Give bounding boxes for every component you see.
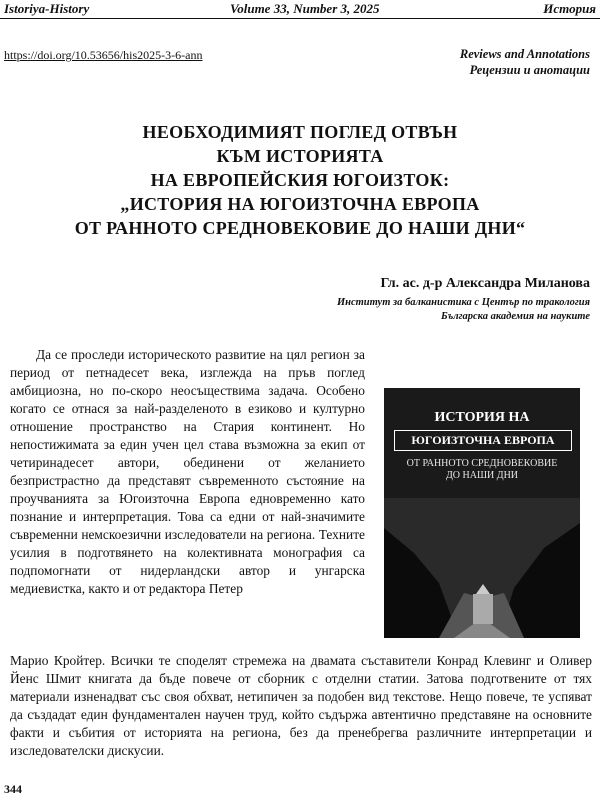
title-line: НЕОБХОДИМИЯТ ПОГЛЕД ОТВЪН: [142, 122, 458, 142]
title-line: „ИСТОРИЯ НА ЮГОИЗТОЧНА ЕВРОПА: [120, 194, 480, 214]
section-label-en: Reviews and Annotations: [459, 47, 590, 61]
affiliation-line: Институт за балканистика с Център по тракология: [336, 297, 590, 308]
cover-title-line: ЮГОИЗТОЧНА ЕВРОПА: [394, 430, 572, 451]
body-text-full-width: [10, 652, 592, 760]
body-paragraph: Да се проследи историческото развитие на цял регион за период от петнадесет века, изглежда на пръв поглед амбициозна, но по-скоро неосъществима задача. Особено когато се отнася за най-разделеното в езиково и културно отношение пространство на Стария континент. Но непостижимата за един учен цел става възможна за екип от четиринадесет автори, обединени от желанието безпристрастно да представят съвременното състояние на проучванията за Югоизточна Европа едновременно като познание и интерпретация. Това са едни от най-значимите съвременни немскоезични изследователи на региона. Техните усилия в подготвянето на колективната монография са подпомогнати от нидерландски автор и унгарска медиевистка, както и от редактора Петер: [10, 347, 365, 596]
body-text-column: [10, 346, 365, 598]
article-title: [0, 120, 600, 240]
affiliation-line: Българска академия на науките: [441, 311, 590, 322]
doi-link[interactable]: https://doi.org/10.53656/his2025-3-6-ann: [4, 48, 203, 62]
author-affiliation: [337, 296, 590, 324]
section-label-bg: Рецензии и анотации: [469, 63, 590, 77]
title-line: КЪМ ИСТОРИЯТА: [216, 146, 384, 166]
body-paragraph: Марио Кройтер. Всички те споделят стремежа на двамата съставители Конрад Клевинг и Оливер Йенс Шмит книгата да бъде повече от сборник с отделни статии. Затова подготвените от тях материали изненадват със своя обхват, нетипичен за подобен вид текстове. Нещо повече, те успяват да създадат един фундаментален научен труд, който съдържа автентично представяне на основните факти и събития от историята на региона, без да пренебрегва различните интерпретации и изследователски дискусии.: [10, 653, 592, 758]
book-cover-image: [384, 388, 580, 638]
cover-title-line: ИСТОРИЯ НА: [434, 410, 530, 425]
cover-subtitle-line: ДО НАШИ ДНИ: [445, 470, 519, 481]
journal-name: Istoriya-History: [4, 1, 90, 16]
title-line: ОТ РАННОТО СРЕДНОВЕКОВИЕ ДО НАШИ ДНИ“: [74, 218, 526, 238]
mountain-landscape-illustration: [384, 498, 580, 638]
cover-subtitle-line: ОТ РАННОТО СРЕДНОВЕКОВИЕ: [406, 458, 558, 469]
cover-subtitle: [384, 458, 580, 482]
author-name: Гл. ас. д-р Александра Миланова: [380, 276, 590, 291]
section-label: [460, 46, 590, 78]
volume-info: Volume 33, Number 3, 2025: [230, 1, 380, 16]
running-header: [0, 0, 600, 19]
page-number: 344: [4, 782, 22, 796]
running-head: История: [543, 1, 596, 16]
title-line: НА ЕВРОПЕЙСКИЯ ЮГОИЗТОК:: [150, 170, 450, 190]
